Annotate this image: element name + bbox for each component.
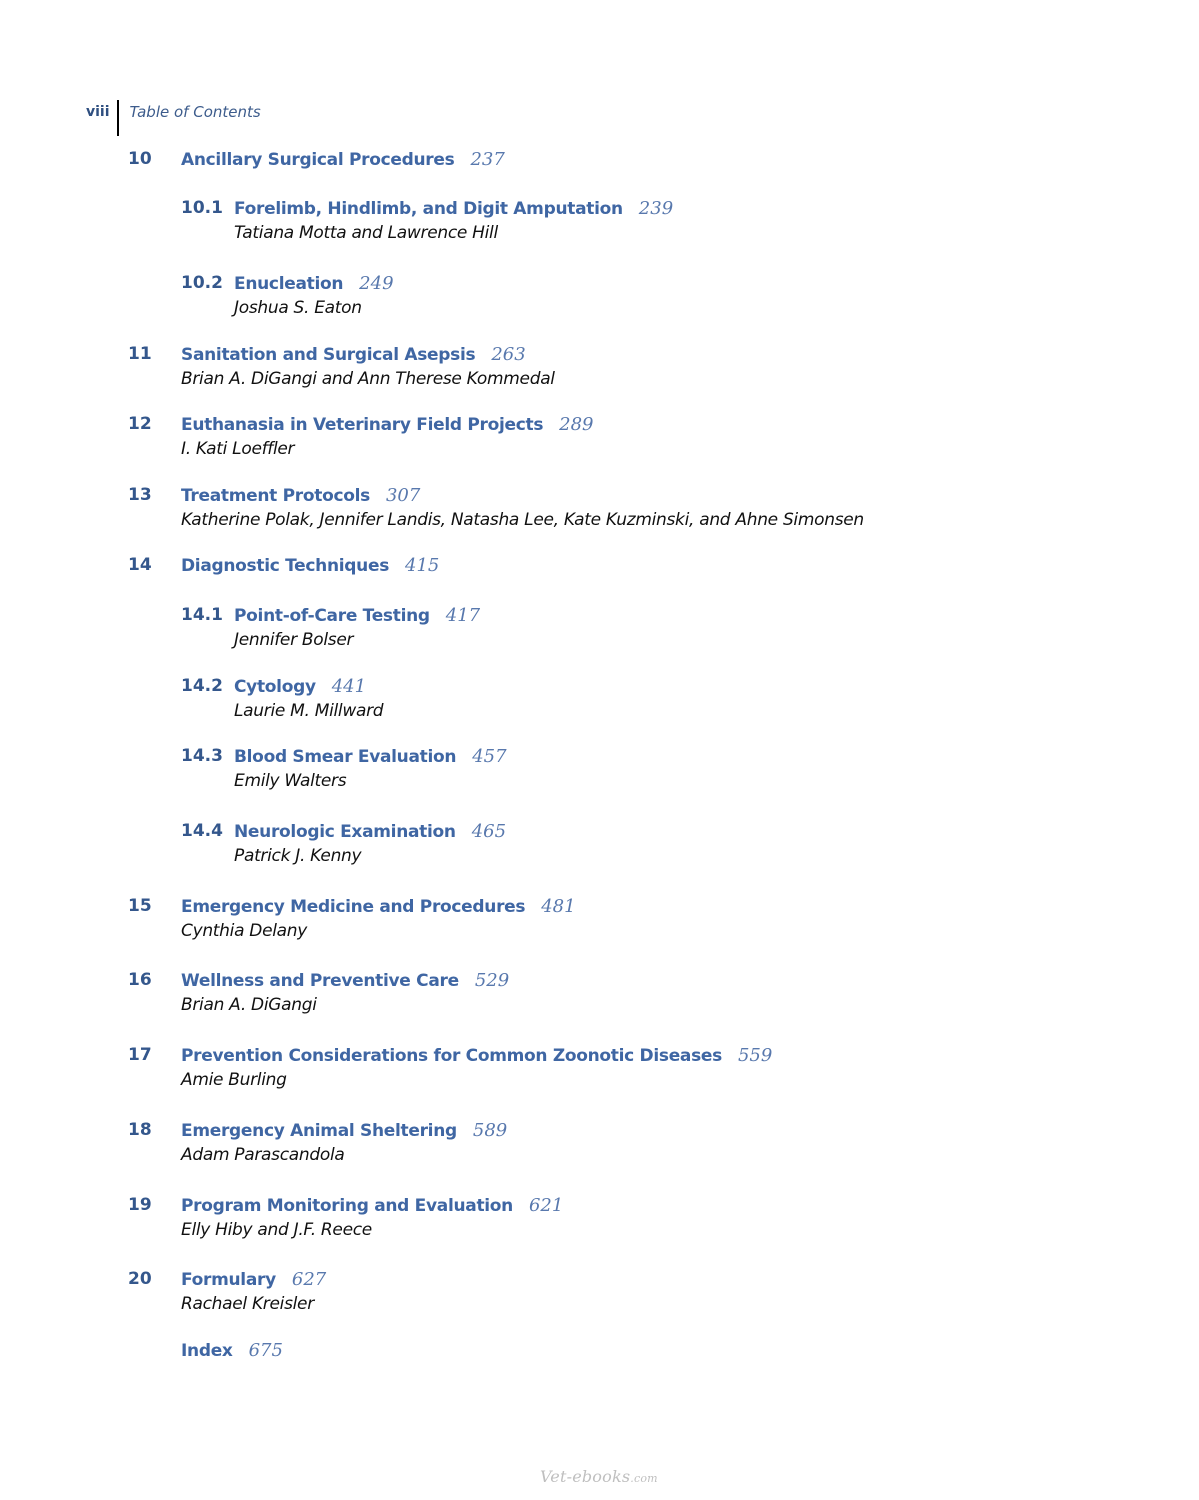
entry-page: 415 — [405, 555, 440, 576]
toc-entry-chapter-18[interactable] — [128, 1118, 507, 1168]
entry-author: Tatiana Motta and Lawrence Hill — [234, 223, 498, 243]
entry-page: 417 — [445, 605, 481, 626]
entry-author: Brian A. DiGangi — [181, 995, 317, 1015]
entry-number: 13 — [128, 485, 152, 505]
entry-title[interactable]: Treatment Protocols — [181, 486, 370, 506]
toc-entry-section-14-2[interactable] — [181, 674, 383, 724]
toc-entry-chapter-17[interactable] — [128, 1043, 772, 1093]
entry-title[interactable]: Point-of-Care Testing — [234, 606, 430, 626]
entry-number: 16 — [128, 970, 152, 990]
entry-title[interactable]: Euthanasia in Veterinary Field Projects — [181, 415, 544, 435]
entry-title[interactable]: Prevention Considerations for Common Zoonotic Diseases — [181, 1046, 722, 1066]
entry-number: 15 — [128, 896, 152, 916]
toc-entry-chapter-10[interactable] — [128, 147, 505, 172]
toc-entry-section-10-1[interactable] — [181, 196, 673, 246]
entry-title[interactable]: Cytology — [234, 677, 316, 697]
entry-page: 621 — [528, 1195, 564, 1216]
entry-title[interactable]: Enucleation — [234, 274, 344, 294]
entry-page: 441 — [331, 676, 367, 697]
entry-author: Brian A. DiGangi and Ann Therese Kommedal — [181, 369, 555, 389]
entry-author: Emily Walters — [234, 771, 347, 791]
entry-page: 627 — [291, 1269, 327, 1290]
entry-author: Rachael Kreisler — [181, 1294, 314, 1314]
entry-page: 289 — [559, 414, 594, 435]
entry-page: 589 — [472, 1120, 508, 1141]
entry-author: Laurie M. Millward — [234, 701, 384, 721]
toc-entry-chapter-16[interactable] — [128, 968, 509, 1018]
entry-author: Joshua S. Eaton — [234, 298, 362, 318]
running-header — [86, 100, 261, 136]
entry-number: 20 — [128, 1269, 152, 1289]
entry-page: 529 — [474, 970, 510, 991]
entry-page: 675 — [248, 1340, 283, 1361]
entry-author: Patrick J. Kenny — [234, 846, 362, 866]
entry-title[interactable]: Wellness and Preventive Care — [181, 971, 459, 991]
running-title: Table of Contents — [129, 103, 261, 121]
entry-author: Katherine Polak, Jennifer Landis, Natasha Lee, Kate Kuzminski, and Ahne Simonsen — [181, 510, 864, 530]
page-number: viii — [86, 104, 110, 120]
toc-entry-section-14-3[interactable] — [181, 744, 507, 794]
toc-entry-chapter-15[interactable] — [128, 894, 576, 944]
entry-author: Jennifer Bolser — [234, 630, 354, 650]
entry-number: 12 — [128, 414, 152, 434]
entry-number: 11 — [128, 344, 152, 364]
entry-author: Adam Parascandola — [181, 1145, 345, 1165]
entry-title[interactable]: Formulary — [181, 1270, 276, 1290]
entry-title[interactable]: Emergency Medicine and Procedures — [181, 897, 526, 917]
toc-entry-chapter-14[interactable] — [128, 553, 439, 578]
toc-entry-chapter-19[interactable] — [128, 1193, 563, 1243]
entry-title[interactable]: Sanitation and Surgical Asepsis — [181, 345, 476, 365]
toc-entry-chapter-13[interactable] — [128, 483, 864, 533]
entry-title[interactable]: Emergency Animal Sheltering — [181, 1121, 457, 1141]
toc-entry-chapter-11[interactable] — [128, 342, 555, 392]
entry-title[interactable]: Forelimb, Hindlimb, and Digit Amputation — [234, 199, 623, 219]
entry-number: 19 — [128, 1195, 152, 1215]
entry-page: 237 — [470, 149, 505, 170]
toc-entry-chapter-12[interactable] — [128, 412, 594, 462]
entry-title[interactable]: Diagnostic Techniques — [181, 556, 390, 576]
entry-number: 14.3 — [181, 746, 223, 766]
entry-title[interactable]: Blood Smear Evaluation — [234, 747, 457, 767]
entry-number: 17 — [128, 1045, 152, 1065]
entry-number: 10.1 — [181, 198, 223, 218]
entry-number: 14.4 — [181, 821, 223, 841]
watermark-domain: .com — [630, 1472, 658, 1485]
entry-author: I. Kati Loeffler — [181, 439, 295, 459]
watermark-logo — [540, 1467, 658, 1486]
entry-number: 14.1 — [181, 605, 223, 625]
entry-page: 465 — [471, 821, 507, 842]
entry-title[interactable]: Index — [181, 1341, 233, 1361]
entry-author: Elly Hiby and J.F. Reece — [181, 1220, 372, 1240]
entry-page: 559 — [737, 1045, 773, 1066]
toc-entry-section-10-2[interactable] — [181, 271, 394, 321]
entry-number: 10.2 — [181, 273, 223, 293]
toc-entry-section-14-1[interactable] — [181, 603, 480, 653]
toc-entry-index[interactable] — [128, 1338, 283, 1363]
entry-page: 239 — [638, 198, 674, 219]
entry-number: 14.2 — [181, 676, 223, 696]
entry-number: 18 — [128, 1120, 152, 1140]
entry-number: 14 — [128, 555, 152, 575]
entry-page: 307 — [385, 485, 421, 506]
toc-entry-section-14-4[interactable] — [181, 819, 506, 869]
entry-title[interactable]: Neurologic Examination — [234, 822, 456, 842]
watermark-main: Vet-ebooks — [540, 1467, 631, 1486]
entry-number: 10 — [128, 149, 152, 169]
entry-page: 249 — [359, 273, 394, 294]
entry-page: 481 — [541, 896, 576, 917]
entry-page: 457 — [472, 746, 507, 767]
entry-author: Amie Burling — [181, 1070, 287, 1090]
toc-entry-chapter-20[interactable] — [128, 1267, 326, 1317]
entry-author: Cynthia Delany — [181, 921, 308, 941]
entry-page: 263 — [491, 344, 526, 365]
entry-title[interactable]: Ancillary Surgical Procedures — [181, 150, 455, 170]
entry-title[interactable]: Program Monitoring and Evaluation — [181, 1196, 513, 1216]
